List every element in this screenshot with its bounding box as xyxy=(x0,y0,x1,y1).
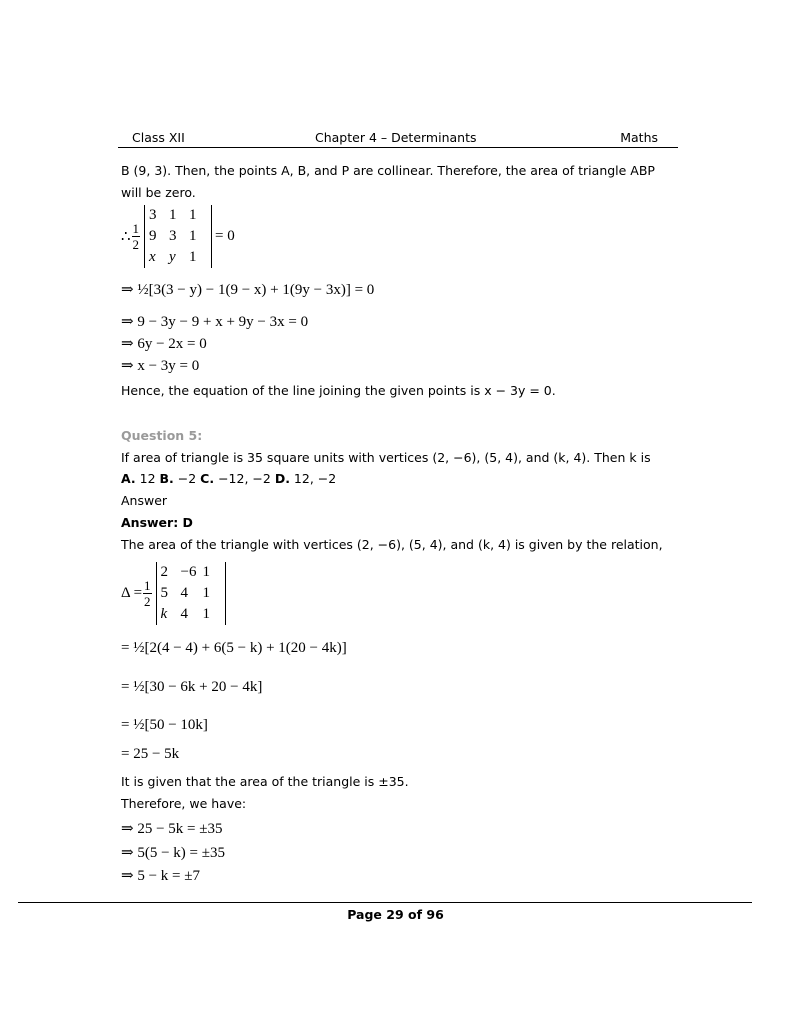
page-number: Page 29 of 96 xyxy=(347,907,444,922)
delta-symbol: Δ = xyxy=(121,585,143,601)
intro-line-1: B (9, 3). Then, the points A, B, and P are collinear. Therefore, the area of triangle ABP xyxy=(121,163,655,178)
step-3-3: ⇒ 5 − k = ±7 xyxy=(121,868,200,884)
half-fraction: $\frac{1}{2}$ xyxy=(144,578,151,609)
step-1-3: ⇒ 6y − 2x = 0 xyxy=(121,336,207,352)
footer-divider xyxy=(18,902,752,903)
step-2-4: = 25 − 5k xyxy=(121,746,180,762)
step-1-1: ⇒ ½[3(3 − y) − 1(9 − x) + 1(9y − 3x)] = 0 xyxy=(121,282,375,298)
step-1-4: ⇒ x − 3y = 0 xyxy=(121,358,200,374)
given-statement: It is given that the area of the triangle is ±35. xyxy=(121,774,409,789)
question-label: Question 5: xyxy=(121,428,203,443)
question-text: If area of triangle is 35 square units with vertices (2, −6), (5, 4), and (k, 4). Then k is xyxy=(121,450,651,465)
header-divider xyxy=(118,147,678,148)
hence-statement: Hence, the equation of the line joining the given points is x − 3y = 0. xyxy=(121,383,556,398)
half-fraction: $\frac{1}{2}$ xyxy=(132,221,140,252)
header-subject: Maths xyxy=(620,130,658,145)
step-2-1: = ½[2(4 − 4) + 6(5 − k) + 1(20 − 4k)] xyxy=(121,640,347,656)
header-class: Class XII xyxy=(132,130,185,145)
step-2-3: = ½[50 − 10k] xyxy=(121,717,208,733)
determinant-1 xyxy=(121,205,235,268)
intro-paragraph xyxy=(121,160,681,203)
therefore-symbol: ∴ xyxy=(121,229,131,245)
step-1-2: ⇒ 9 − 3y − 9 + x + 9y − 3x = 0 xyxy=(121,314,309,330)
matrix-2: 2 −6 1 5 4 1 k 4 1 xyxy=(156,562,226,625)
area-relation: The area of the triangle with vertices (2, −6), (5, 4), and (k, 4) is given by the relation, xyxy=(121,537,663,552)
intro-line-2: will be zero. xyxy=(121,184,196,200)
question-options: A. 12 B. −2 C. −12, −2 D. 12, −2 xyxy=(121,471,337,486)
answer-choice: Answer: D xyxy=(121,515,193,530)
header-chapter: Chapter 4 – Determinants xyxy=(315,130,477,145)
matrix-1: 3 1 1 9 3 1 x y 1 xyxy=(144,205,212,268)
therefore-statement: Therefore, we have: xyxy=(121,796,247,811)
answer-word: Answer xyxy=(121,493,168,508)
determinant-2 xyxy=(121,562,229,625)
step-2-2: = ½[30 − 6k + 20 − 4k] xyxy=(121,679,263,695)
page-header xyxy=(120,130,676,146)
step-3-2: ⇒ 5(5 − k) = ±35 xyxy=(121,845,225,861)
equals-zero: = 0 xyxy=(215,228,235,244)
step-3-1: ⇒ 25 − 5k = ±35 xyxy=(121,821,223,837)
